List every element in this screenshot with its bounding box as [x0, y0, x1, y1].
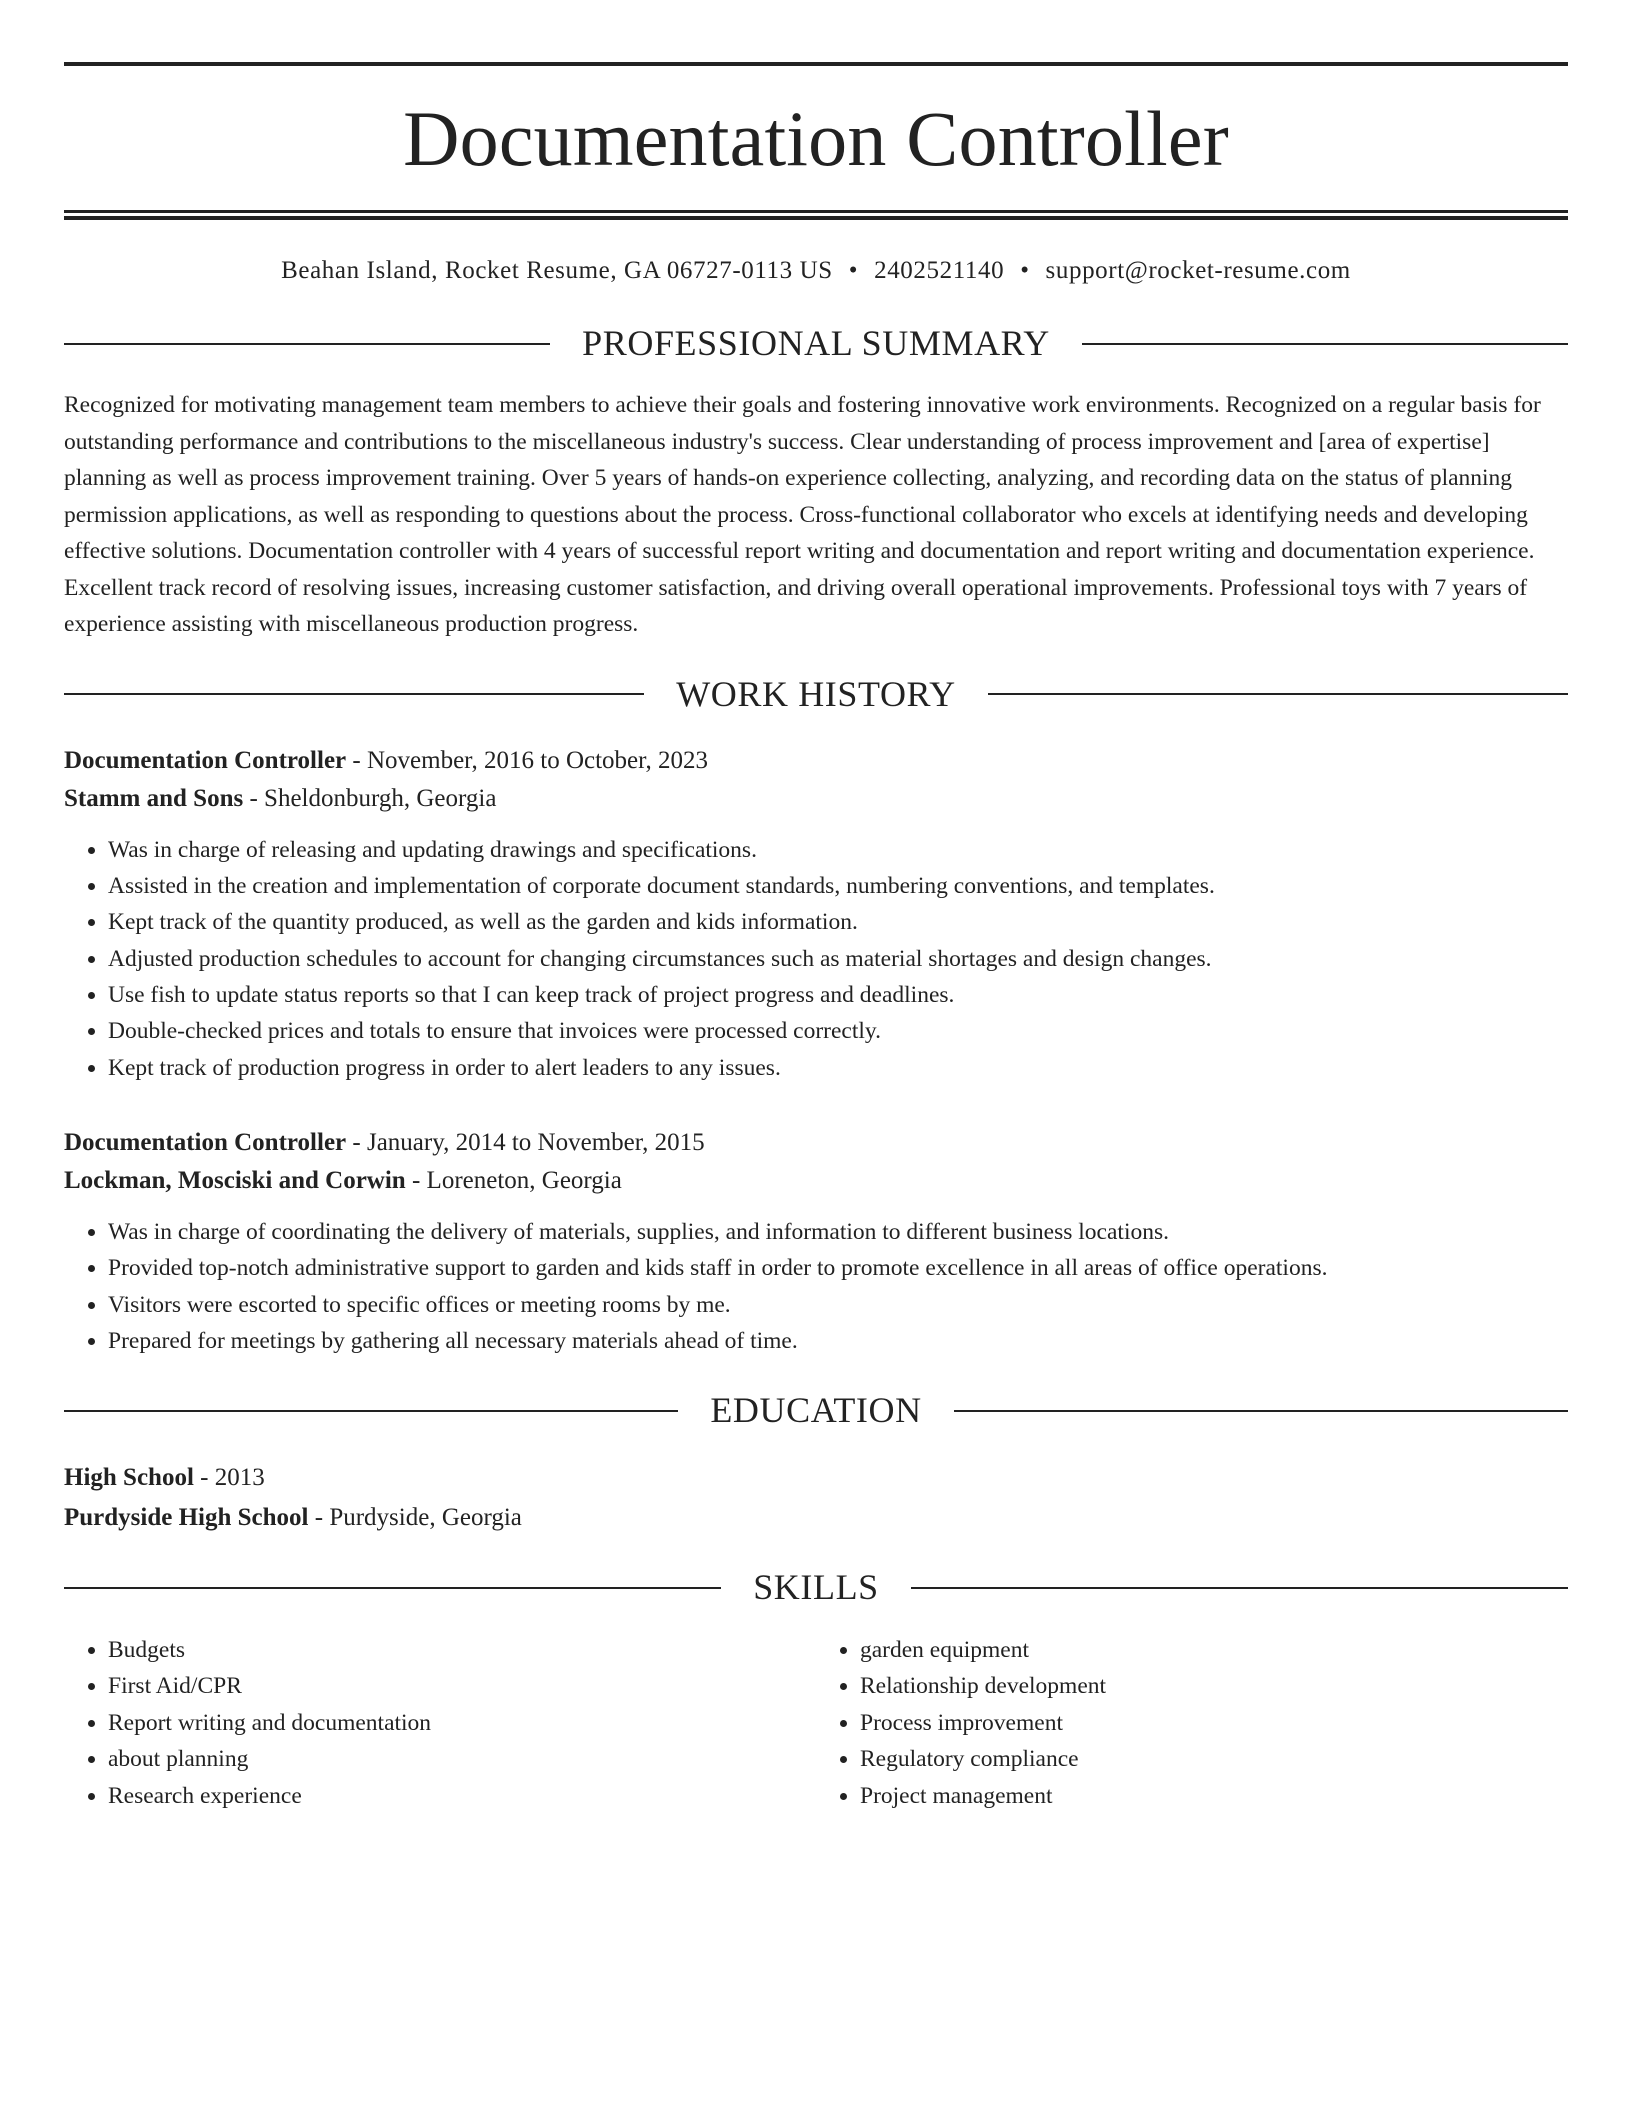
skills-heading	[64, 1566, 1568, 1609]
summary-text: Recognized for motivating management team members to achieve their goals and fostering innovative work environments. Recognized on a regular basis for outstanding performance and contributions to the miscellaneous industry's success. Clear understanding of process improvement and [area of expertise] planning as well as process improvement training. Over 5 years of hands-on experience collecting, analyzing, and recording data on the status of planning permission applications, as well as responding to questions about the process. Cross-functional collaborator who excels at identifying needs and developing effective solutions. Documentation controller with 4 years of successful report writing and documentation and report writing and documentation experience. Excellent track record of resolving issues, increasing customer satisfaction, and driving overall operational improvements. Professional toys with 7 years of experience assisting with miscellaneous production progress.	[64, 392, 1541, 638]
education-degree-line	[64, 1458, 1568, 1498]
job-company-line	[64, 1162, 1568, 1200]
header-top-rule	[64, 62, 1568, 66]
contact-separator: •	[1020, 257, 1030, 284]
summary-heading	[64, 322, 1568, 365]
skills-columns	[64, 1632, 1568, 1815]
heading-rule-left	[64, 1410, 678, 1412]
skill-item: • Report writing and documentation	[108, 1705, 816, 1742]
education-school: Purdyside High School	[64, 1504, 309, 1532]
contact-line	[64, 256, 1568, 286]
job-company: Lockman, Mosciski and Corwin	[64, 1166, 406, 1194]
job-title: Documentation Controller	[64, 1128, 347, 1156]
heading-rule-right	[1082, 343, 1568, 345]
skill-item: • about planning	[108, 1741, 816, 1778]
work-history-heading-title: WORK HISTORY	[676, 673, 956, 714]
education-entry	[64, 1458, 1568, 1538]
heading-rule-left	[64, 693, 644, 695]
job-bullet-list	[64, 832, 1568, 1086]
job-company-line	[64, 780, 1568, 818]
job-bullet: • Visitors were escorted to specific offices or meeting rooms by me.	[108, 1287, 1568, 1323]
heading-rule-right	[988, 693, 1568, 695]
work-history-heading	[64, 673, 1568, 716]
job-bullet: • Adjusted production schedules to account for changing circumstances such as material shortages and design changes.	[108, 941, 1568, 977]
job-title-line	[64, 742, 1568, 780]
header-double-rule	[64, 210, 1568, 220]
skills-heading-title: SKILLS	[753, 1567, 879, 1608]
job-bullet: • Was in charge of releasing and updating drawings and specifications.	[108, 832, 1568, 868]
contact-phone: 2402521140	[874, 257, 1005, 284]
education-school-line	[64, 1498, 1568, 1538]
skill-item: • garden equipment	[860, 1632, 1568, 1669]
summary-heading-title: PROFESSIONAL SUMMARY	[582, 323, 1050, 363]
education-heading	[64, 1389, 1568, 1432]
heading-rule-left	[64, 1587, 721, 1589]
job-bullet: • Was in charge of coordinating the delivery of materials, supplies, and information to different business locations.	[108, 1214, 1568, 1250]
job-entry	[64, 742, 1568, 1086]
job-dates: - November, 2016 to October, 2023	[346, 746, 708, 774]
job-bullet: • Provided top-notch administrative support to garden and kids staff in order to promote excellence in all areas of office operations.	[108, 1250, 1568, 1286]
job-bullet: • Assisted in the creation and implementation of corporate document standards, numbering conventions, and templates.	[108, 868, 1568, 904]
skill-item: • Project management	[860, 1778, 1568, 1815]
job-title-line	[64, 1124, 1568, 1162]
education-location: - Purdyside, Georgia	[308, 1504, 522, 1532]
job-bullet: • Kept track of production progress in order to alert leaders to any issues.	[108, 1050, 1568, 1086]
skill-item: • Research experience	[108, 1778, 816, 1815]
job-company: Stamm and Sons	[64, 784, 244, 812]
skill-item: • Relationship development	[860, 1668, 1568, 1705]
job-title: Documentation Controller	[64, 746, 347, 774]
job-bullet: • Prepared for meetings by gathering all necessary materials ahead of time.	[108, 1323, 1568, 1359]
skills-list-left	[64, 1632, 816, 1815]
job-bullet: • Kept track of the quantity produced, as well as the garden and kids information.	[108, 904, 1568, 940]
job-location: - Loreneton, Georgia	[405, 1166, 622, 1194]
job-bullet: • Use fish to update status reports so that I can keep track of project progress and deadlines.	[108, 977, 1568, 1013]
job-entry	[64, 1124, 1568, 1359]
skill-item: • Budgets	[108, 1632, 816, 1669]
education-year: - 2013	[193, 1464, 265, 1492]
education-heading-title: EDUCATION	[710, 1390, 922, 1431]
skill-item: • Regulatory compliance	[860, 1741, 1568, 1778]
job-bullet: • Double-checked prices and totals to ensure that invoices were processed correctly.	[108, 1013, 1568, 1049]
education-degree: High School	[64, 1464, 194, 1492]
contact-address: Beahan Island, Rocket Resume, GA 06727-0113 US	[281, 257, 833, 284]
heading-rule-right	[911, 1587, 1568, 1589]
contact-separator: •	[848, 257, 859, 284]
job-bullet-list	[64, 1214, 1568, 1359]
skill-item: • Process improvement	[860, 1705, 1568, 1742]
candidate-name: Documentation Controller	[403, 95, 1229, 182]
contact-email: support@rocket-resume.com	[1045, 257, 1351, 284]
heading-rule-right	[954, 1410, 1568, 1412]
job-location: - Sheldonburgh, Georgia	[243, 784, 497, 812]
skills-list-right	[816, 1632, 1568, 1815]
job-dates: - January, 2014 to November, 2015	[346, 1128, 705, 1156]
heading-rule-left	[64, 343, 550, 345]
skill-item: • First Aid/CPR	[108, 1668, 816, 1705]
